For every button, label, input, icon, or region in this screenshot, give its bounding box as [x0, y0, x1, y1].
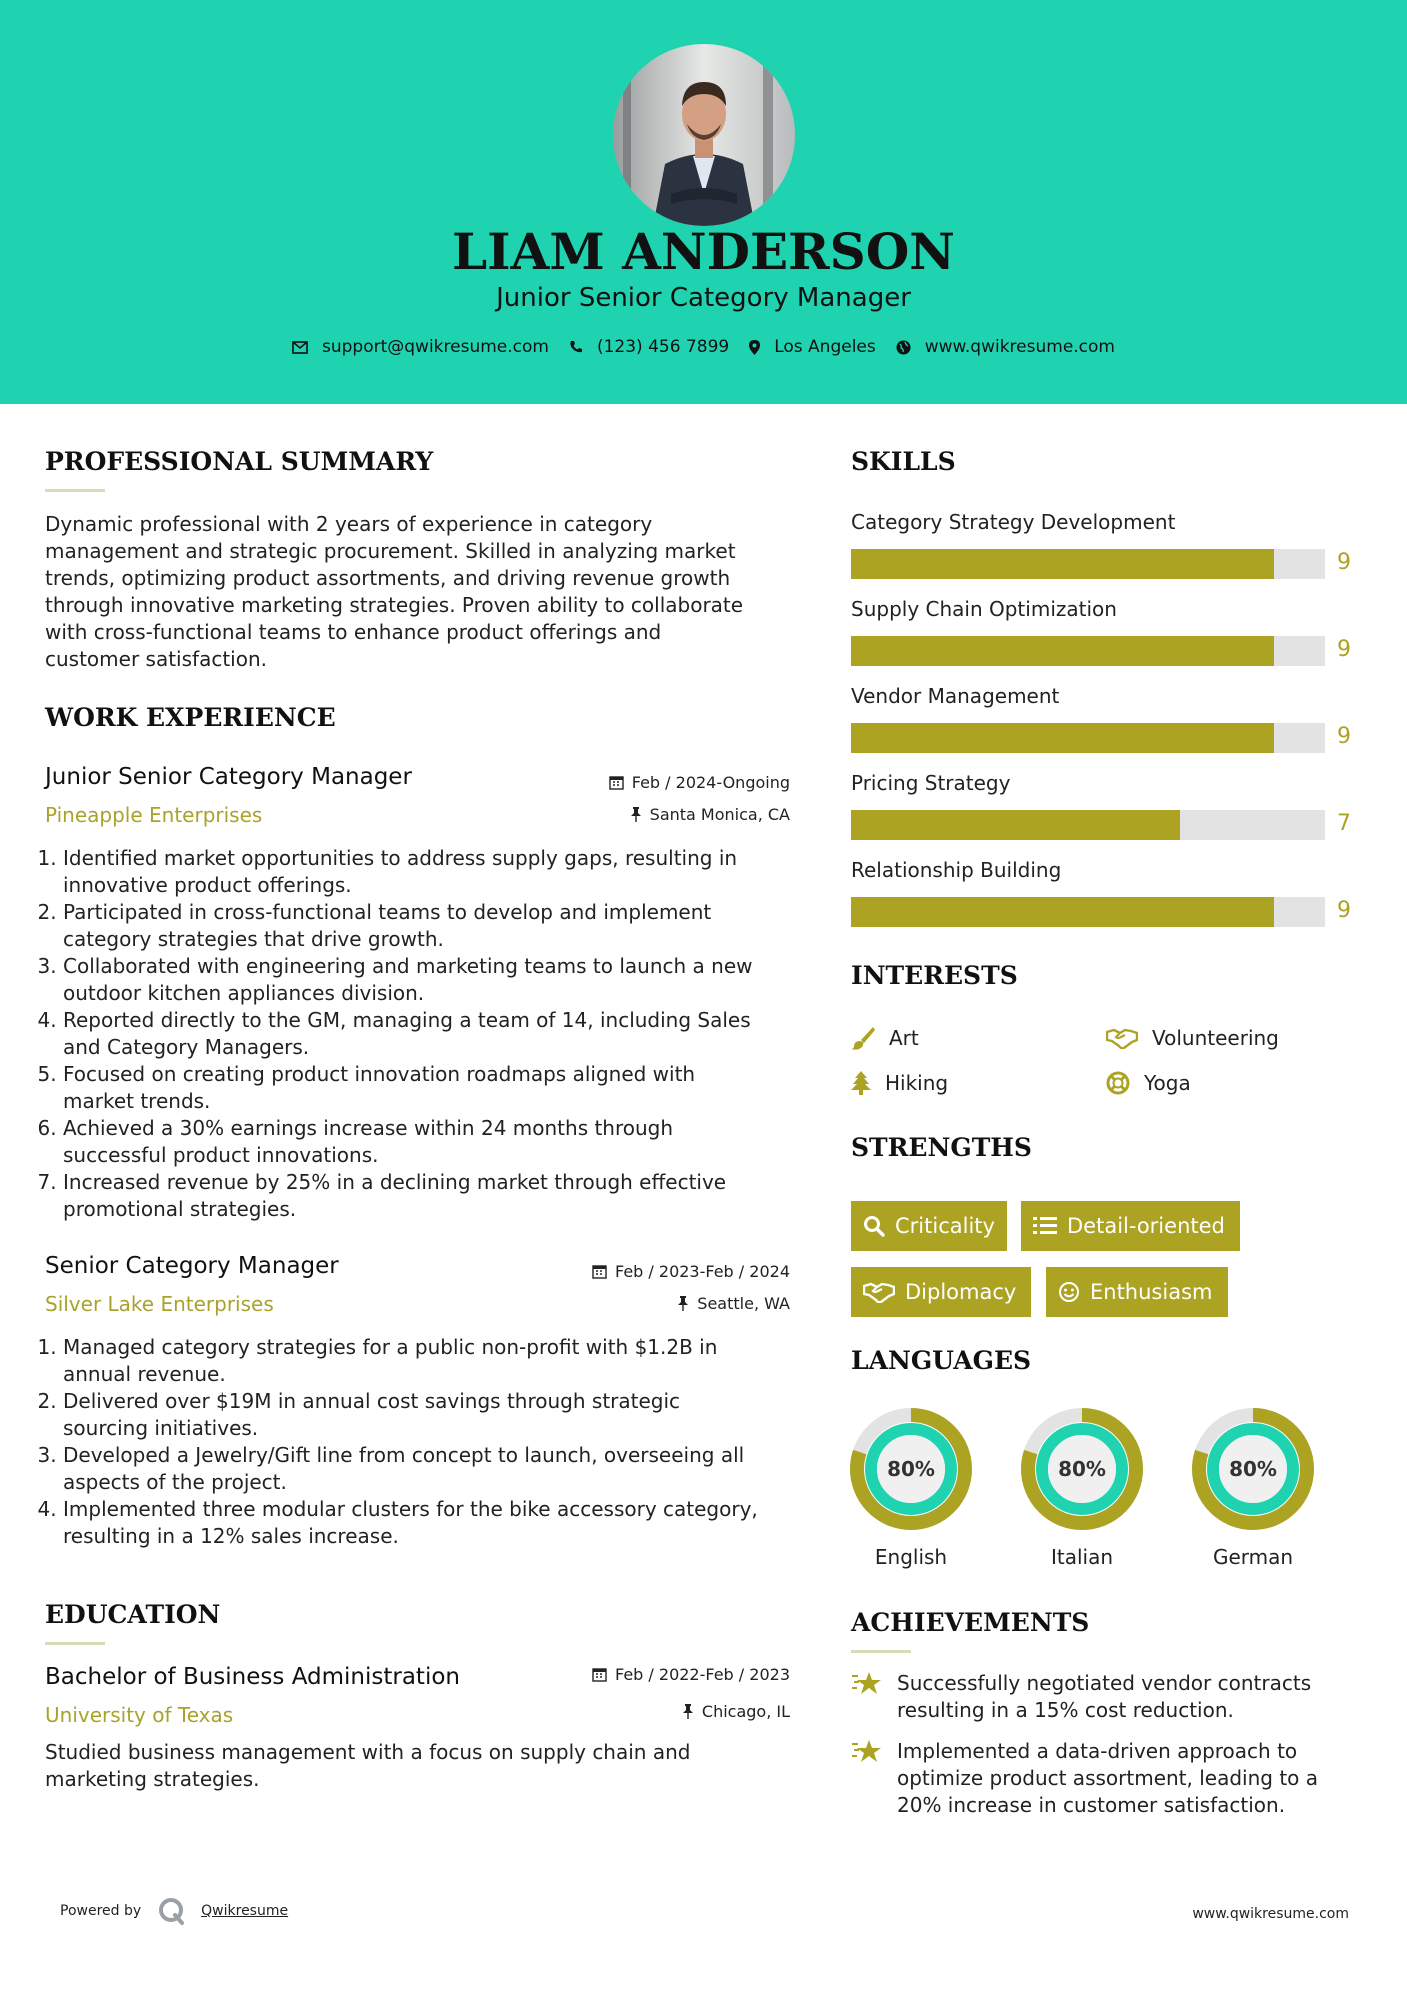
contact-email[interactable]: [292, 337, 549, 357]
footer-website[interactable]: www.qwikresume.com: [1192, 1906, 1349, 1922]
pushpin-icon: [630, 807, 642, 822]
summary-line: management and strategic procurement. Skilled in analyzing market: [45, 539, 736, 563]
strength-tag: Detail-oriented: [1021, 1201, 1240, 1251]
candidate-name: LIAM ANDERSON: [452, 222, 955, 281]
job-dates-text: Feb / 2023-Feb / 2024: [615, 1262, 790, 1281]
handshake-icon: [863, 1281, 895, 1303]
summary-heading: PROFESSIONAL SUMMARY: [45, 447, 434, 476]
education-location-text: Chicago, IL: [701, 1702, 790, 1721]
strengths-heading: STRENGTHS: [851, 1133, 1032, 1162]
summary-line: with cross-functional teams to enhance product offerings and: [45, 620, 662, 644]
list-item: 3. Collaborated with engineering and marketing teams to launch a new outdoor kitchen appliances division.: [63, 953, 805, 1007]
job-location-text: Santa Monica, CA: [649, 805, 790, 824]
header-banner: [0, 0, 1407, 404]
education-divider: [45, 1642, 105, 1645]
summary-divider: [45, 489, 105, 492]
education-line: marketing strategies.: [45, 1767, 260, 1791]
star-badge-icon: [851, 1738, 883, 1766]
skill-bar: [851, 549, 1325, 579]
powered-by-label: Powered by: [60, 1903, 142, 1919]
qwikresume-link[interactable]: Qwikresume: [201, 1903, 289, 1919]
skill-bar-fill: [851, 636, 1274, 666]
job-location-text: Seattle, WA: [697, 1294, 790, 1313]
job-title: Junior Senior Category Manager: [45, 764, 412, 790]
list-item: 2. Delivered over $19M in annual cost savings through strategic sourcing initiatives.: [63, 1388, 805, 1442]
degree-title: Bachelor of Business Administration: [45, 1664, 460, 1690]
summary-line: Dynamic professional with 2 years of experience in category: [45, 512, 653, 536]
education-location: [500, 1702, 790, 1721]
contact-phone[interactable]: [569, 337, 729, 357]
achievement-item: Implemented a data-driven approach to optimize product assortment, leading to a 20% increase in customer satisfaction.: [851, 1738, 1371, 1819]
language-percent: 80%: [1058, 1457, 1106, 1481]
job-location: [500, 805, 790, 824]
skill-bar: [851, 810, 1325, 840]
achievement-item: Successfully negotiated vendor contracts resulting in a 15% cost reduction.: [851, 1670, 1371, 1724]
job-dates: [500, 1262, 790, 1281]
phone-text: (123) 456 7899: [596, 337, 730, 357]
search-icon: [863, 1215, 885, 1237]
language-percent: 80%: [887, 1457, 935, 1481]
qwikresume-logo-icon: [157, 1896, 187, 1926]
profile-photo: [613, 44, 795, 226]
globe-icon: [896, 340, 911, 355]
map-pin-icon: [749, 340, 760, 355]
list-item: 1. Identified market opportunities to address supply gaps, resulting in innovative product offerings.: [63, 845, 805, 899]
interest-item: Hiking: [851, 1071, 948, 1095]
list-item: 4. Reported directly to the GM, managing a team of 14, including Sales and Category Managers.: [63, 1007, 805, 1061]
list-item: 3. Developed a Jewelry/Gift line from concept to launch, overseeing all aspects of the project.: [63, 1442, 805, 1496]
calendar-icon: [609, 775, 624, 790]
footer-powered-by: [60, 1896, 288, 1926]
education-description: [45, 1739, 805, 1793]
list-item: 2. Participated in cross-functional teams to develop and implement category strategies that drive growth.: [63, 899, 805, 953]
skill-name: Pricing Strategy: [851, 771, 1011, 795]
summary-line: through innovative marketing strategies. Proven ability to collaborate: [45, 593, 744, 617]
tree-icon: [851, 1071, 871, 1095]
language-name: German: [1212, 1545, 1294, 1569]
phone-icon: [569, 340, 583, 354]
skill-bar: [851, 723, 1325, 753]
strength-tag: Criticality: [851, 1201, 1007, 1251]
languages-heading: LANGUAGES: [851, 1346, 1032, 1375]
skill-score: 9: [1337, 724, 1351, 749]
interest-item: Art: [851, 1026, 919, 1050]
skill-bar-fill: [851, 723, 1274, 753]
job-bullets: [45, 845, 805, 1223]
contact-website[interactable]: [896, 337, 1115, 357]
handshake-icon: [1106, 1027, 1138, 1049]
job-bullets: [45, 1334, 805, 1550]
job-location: [500, 1294, 790, 1313]
contact-bar: [0, 337, 1407, 357]
job-title: Senior Category Manager: [45, 1253, 339, 1279]
list-item: 1. Managed category strategies for a public non-profit with $1.2B in annual revenue.: [63, 1334, 805, 1388]
skill-bar-fill: [851, 897, 1274, 927]
pushpin-icon: [677, 1296, 689, 1311]
list-icon: [1033, 1216, 1057, 1236]
list-item: 4. Implemented three modular clusters for the bike accessory category, resulting in a 12% sales increase.: [63, 1496, 805, 1550]
language-name: Italian: [1050, 1545, 1114, 1569]
paintbrush-icon: [851, 1026, 875, 1050]
summary-text: [45, 511, 805, 673]
interest-item: Volunteering: [1106, 1026, 1279, 1050]
skill-name: Vendor Management: [851, 684, 1060, 708]
education-dates: [500, 1665, 790, 1684]
achievements-heading: ACHIEVEMENTS: [851, 1608, 1090, 1637]
skill-bar-fill: [851, 810, 1180, 840]
website-text: www.qwikresume.com: [924, 337, 1115, 357]
education-dates-text: Feb / 2022-Feb / 2023: [615, 1665, 790, 1684]
calendar-icon: [592, 1667, 607, 1682]
experience-heading: WORK EXPERIENCE: [45, 703, 336, 732]
skills-heading: SKILLS: [851, 447, 956, 476]
language-donut: [849, 1407, 973, 1531]
education-line: Studied business management with a focus on supply chain and: [45, 1740, 691, 1764]
star-badge-icon: [851, 1670, 883, 1698]
skill-name: Category Strategy Development: [851, 510, 1176, 534]
contact-location: [749, 337, 876, 357]
list-item: 7. Increased revenue by 25% in a declining market through effective promotional strategies.: [63, 1169, 805, 1223]
list-item: 5. Focused on creating product innovation roadmaps aligned with market trends.: [63, 1061, 805, 1115]
achievements-divider: [851, 1650, 911, 1653]
skill-score: 9: [1337, 637, 1351, 662]
calendar-icon: [592, 1264, 607, 1279]
skill-score: 7: [1337, 811, 1351, 836]
job-company: Pineapple Enterprises: [45, 803, 263, 827]
language-percent: 80%: [1229, 1457, 1277, 1481]
skill-bar: [851, 636, 1325, 666]
skill-name: Relationship Building: [851, 858, 1062, 882]
skill-name: Supply Chain Optimization: [851, 597, 1117, 621]
skill-bar-fill: [851, 549, 1274, 579]
list-item: 6. Achieved a 30% earnings increase within 24 months through successful product innovations.: [63, 1115, 805, 1169]
envelope-icon: [292, 341, 308, 354]
strength-tag: Enthusiasm: [1046, 1267, 1228, 1317]
skill-bar: [851, 897, 1325, 927]
skill-score: 9: [1337, 550, 1351, 575]
email-text: support@qwikresume.com: [322, 337, 549, 357]
interests-heading: INTERESTS: [851, 961, 1018, 990]
summary-line: trends, optimizing product assortments, and driving revenue growth: [45, 566, 731, 590]
candidate-title: Junior Senior Category Manager: [496, 283, 911, 313]
language-donut: [1191, 1407, 1315, 1531]
summary-line: customer satisfaction.: [45, 647, 267, 671]
job-dates: [500, 773, 790, 792]
interest-item: Yoga: [1106, 1071, 1191, 1095]
strength-tag: Diplomacy: [851, 1267, 1031, 1317]
lifering-icon: [1106, 1071, 1130, 1095]
pushpin-icon: [682, 1704, 694, 1719]
location-text: Los Angeles: [774, 337, 876, 357]
school-name: University of Texas: [45, 1703, 234, 1727]
education-heading: EDUCATION: [45, 1600, 221, 1629]
job-dates-text: Feb / 2024-Ongoing: [631, 773, 790, 792]
smile-icon: [1058, 1281, 1080, 1303]
job-company: Silver Lake Enterprises: [45, 1292, 274, 1316]
language-donut: [1020, 1407, 1144, 1531]
language-name: English: [874, 1545, 948, 1569]
skill-score: 9: [1337, 898, 1351, 923]
